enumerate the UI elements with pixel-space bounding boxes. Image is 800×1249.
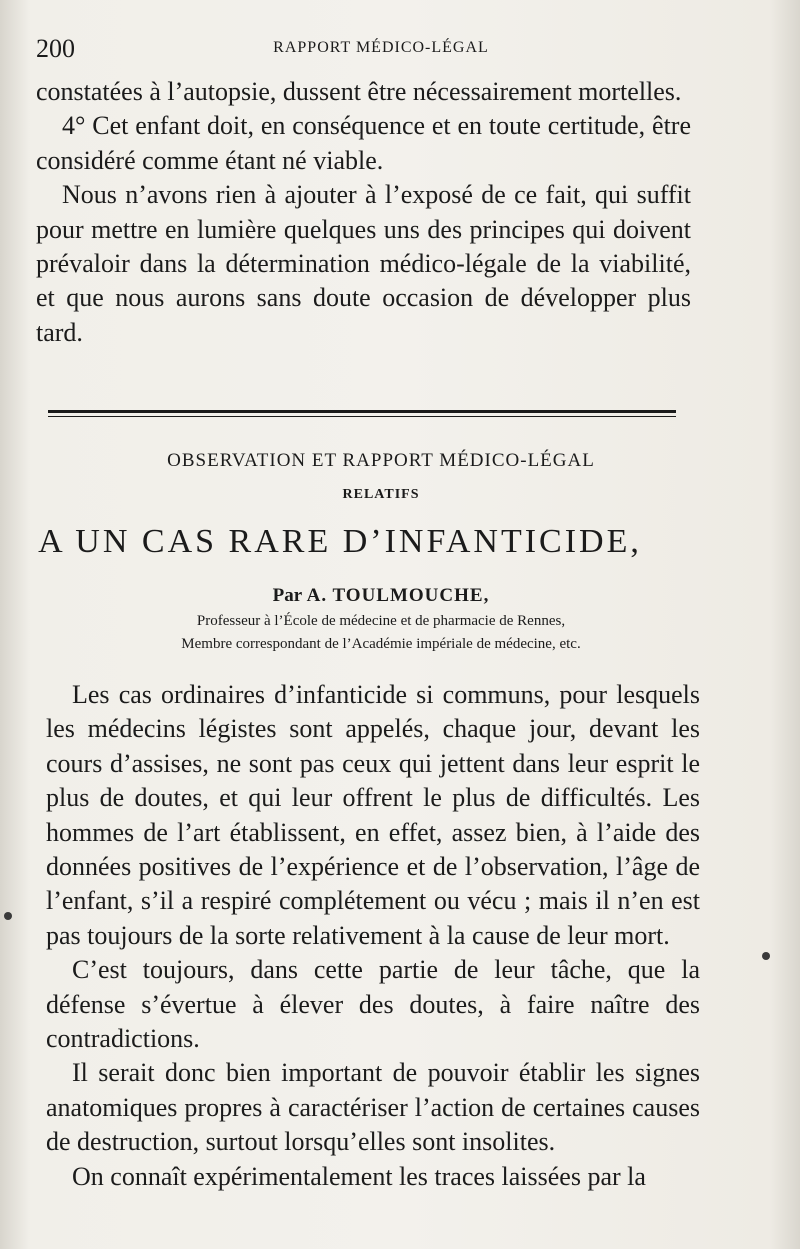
ink-spot bbox=[4, 912, 12, 920]
author-name: A. TOULMOUCHE, bbox=[306, 585, 490, 606]
continued-text bbox=[36, 75, 691, 350]
running-title: RAPPORT MÉDICO-LÉGAL bbox=[273, 39, 489, 56]
paragraph: On connaît expérimentalement les traces laissées par la bbox=[72, 1161, 646, 1191]
section-rule-thick bbox=[48, 410, 676, 413]
author-line bbox=[36, 585, 726, 607]
article-title: A UN CAS RARE D’INFANTICIDE, bbox=[38, 523, 642, 560]
author-prefix: Par bbox=[272, 585, 302, 606]
article-body bbox=[46, 678, 700, 1194]
ink-spot bbox=[762, 952, 770, 960]
page-number: 200 bbox=[36, 34, 75, 63]
paragraph: Les cas ordinaires d’infanticide si communs, pour lesquels les médecins légistes sont appelés, chaque jour, devant les cours d’assises, ne sont pas ceux qui jettent dans leur esprit le plus de doutes, et qui leur offrent le plus de difficultés. Les hommes de l’art établissent, en effet, assez bien, à l’aide des données positives de l’expérience et de l’observation, l’âge de l’enfant, s’il a respiré complétement ou vécu ; mais il n’en est pas toujours de la sorte relativement à la cause de leur mort. bbox=[46, 680, 700, 950]
paragraph: 4° Cet enfant doit, en conséquence et en toute certitude, être considéré comme étant né viable. bbox=[36, 111, 691, 175]
paragraph: Nous n’avons rien à ajouter à l’exposé de ce fait, qui suffit pour mettre en lumière quelques uns des principes qui doivent prévaloir dans la détermination médico-légale de la viabilité, et que nous aurons sans doute occasion de développer plus tard. bbox=[36, 180, 691, 347]
running-header bbox=[36, 34, 726, 64]
author-affiliation: Membre correspondant de l’Académie impériale de médecine, etc. bbox=[181, 636, 581, 652]
section-rule-thin bbox=[48, 416, 676, 417]
paragraph: C’est toujours, dans cette partie de leur tâche, que la défense s’évertue à élever des doutes, à faire naître des contradictions. bbox=[46, 955, 700, 1054]
paragraph: Il serait donc bien important de pouvoir établir les signes anatomiques propres à caractériser l’action de certaines causes de destruction, surtout lorsqu’elles sont insolites. bbox=[46, 1058, 700, 1157]
article-subheading: RELATIFS bbox=[342, 487, 420, 502]
article-heading: OBSERVATION ET RAPPORT MÉDICO-LÉGAL bbox=[167, 450, 595, 471]
paragraph: constatées à l’autopsie, dussent être nécessairement mortelles. bbox=[36, 77, 682, 106]
author-affiliation: Professeur à l’École de médecine et de pharmacie de Rennes, bbox=[196, 613, 566, 629]
